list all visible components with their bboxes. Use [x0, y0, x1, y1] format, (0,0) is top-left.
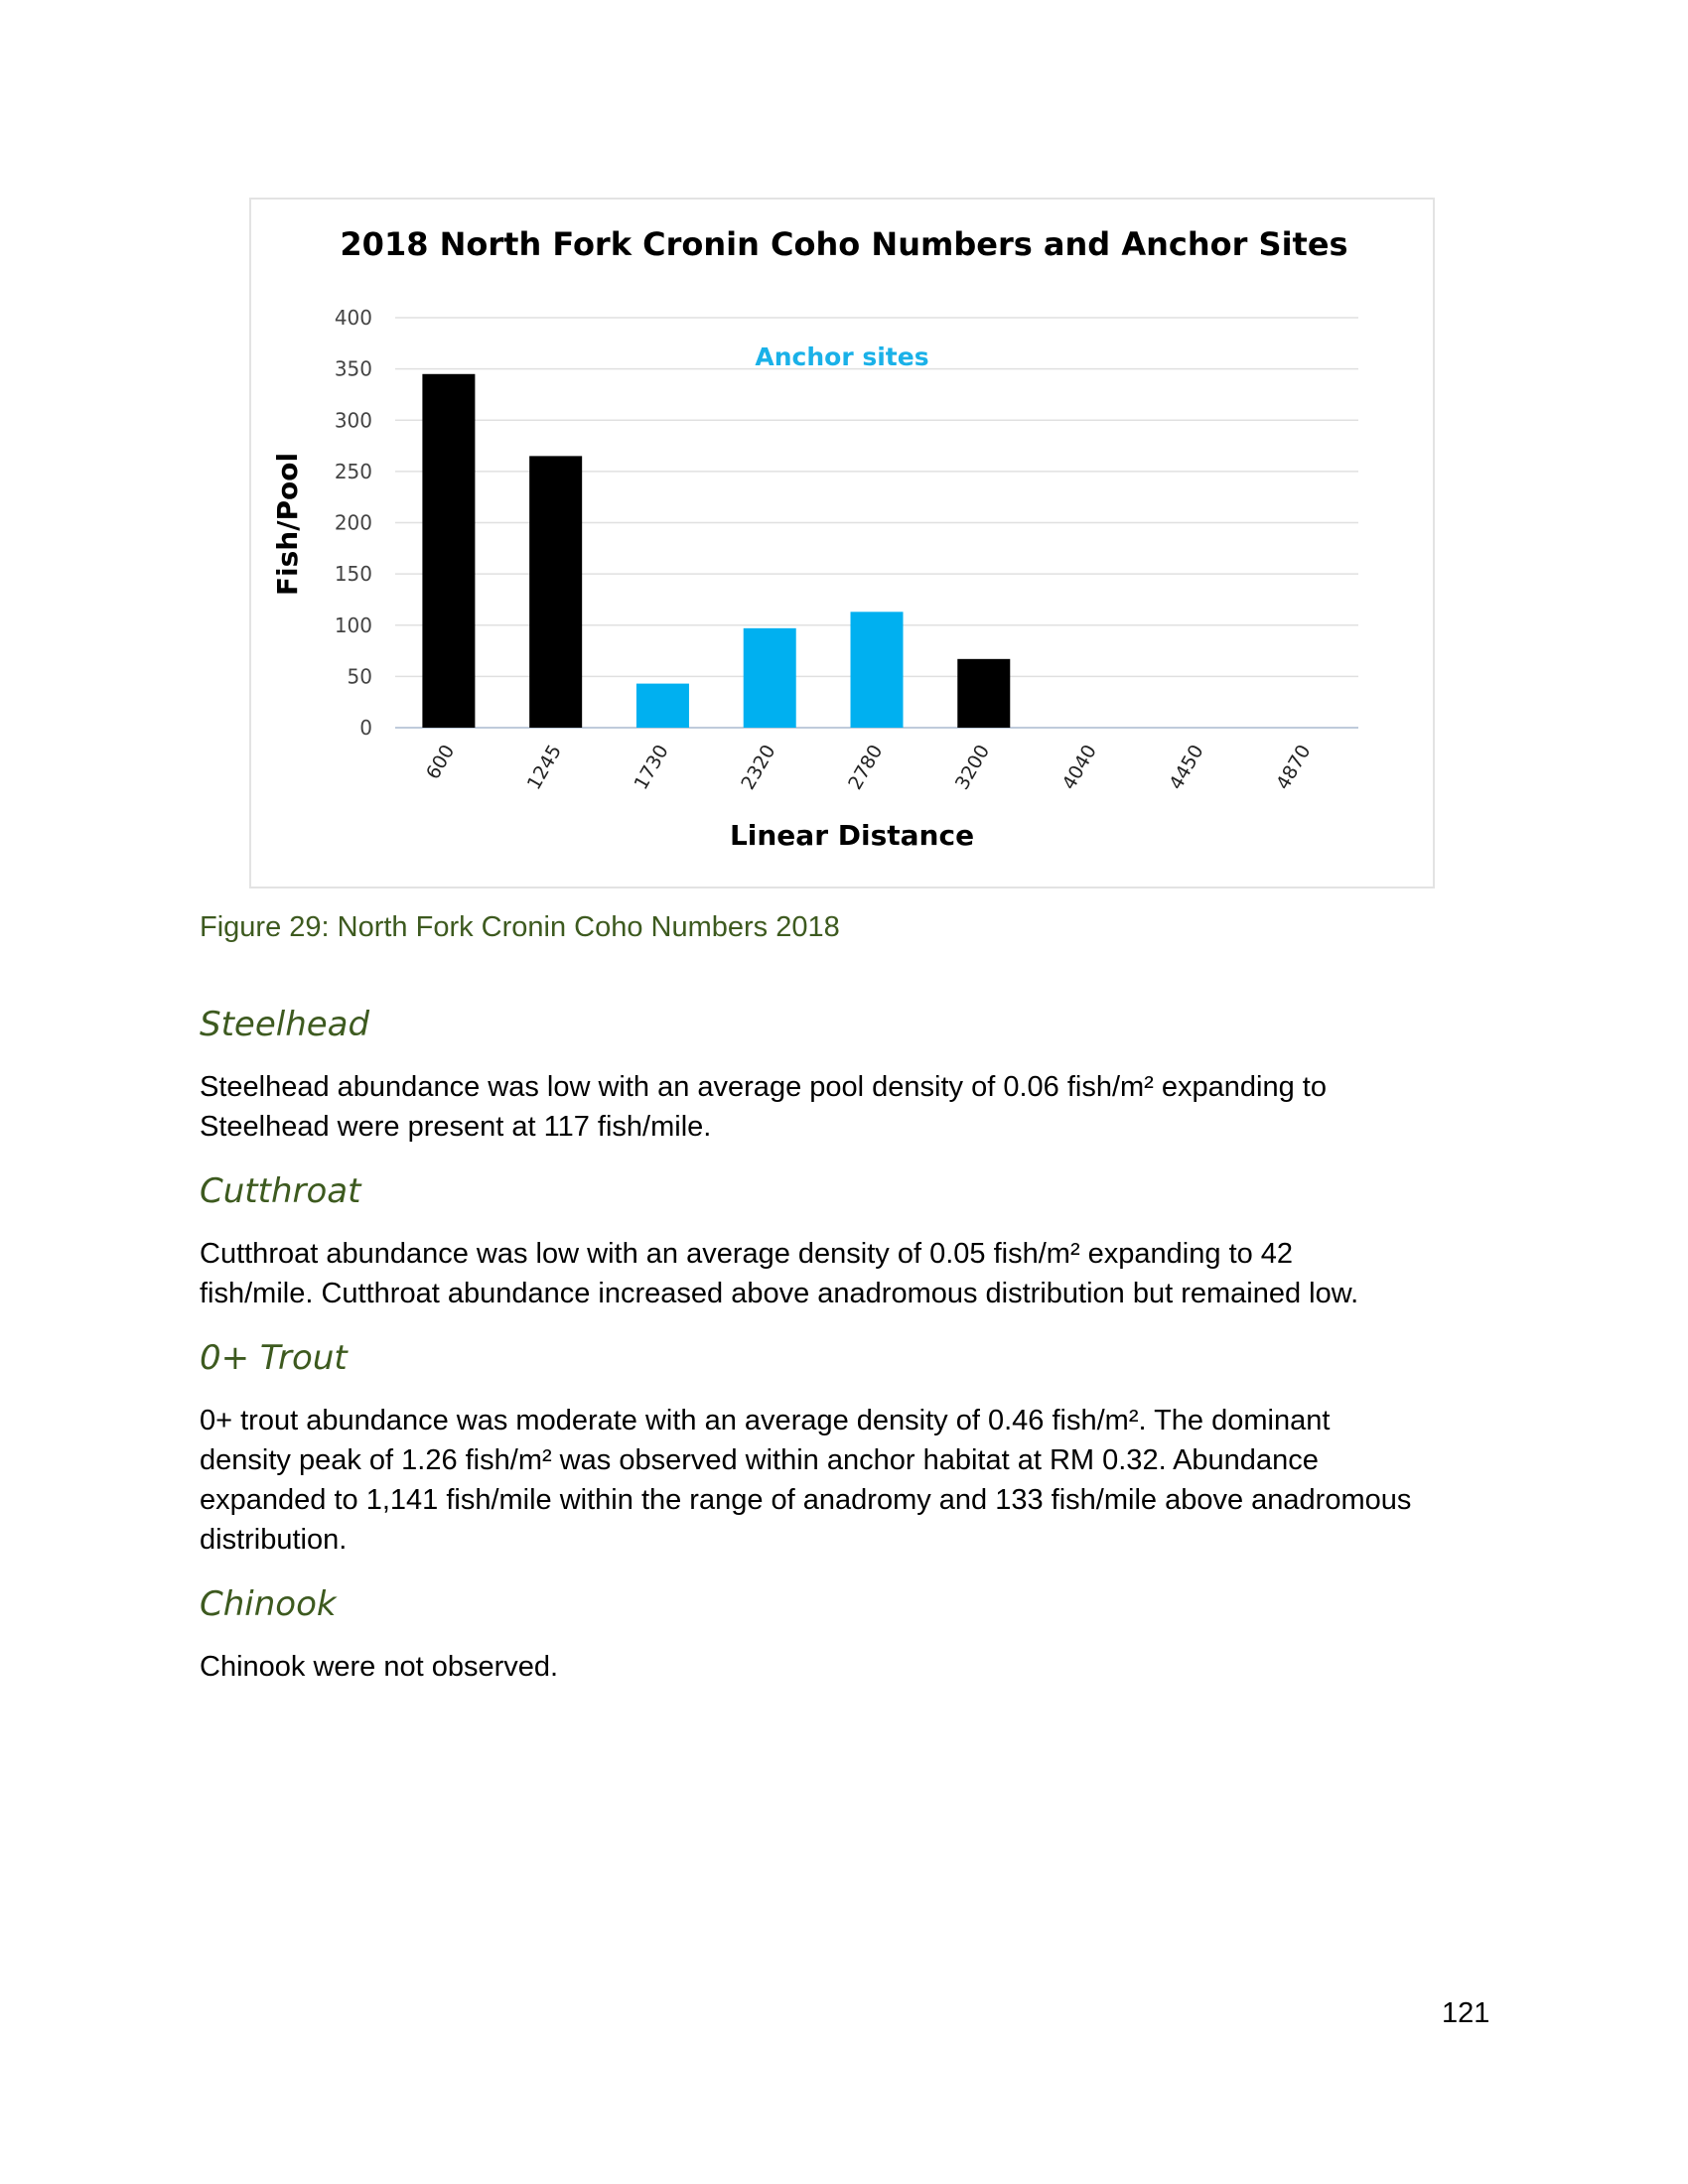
y-tick-label: 0 — [359, 716, 372, 740]
bars — [422, 374, 1010, 728]
x-tick-label: 4450 — [1165, 741, 1208, 794]
x-tick-label: 2320 — [737, 741, 780, 794]
y-tick-label: 200 — [334, 510, 372, 535]
chart-container — [249, 198, 1435, 888]
text-line: Steelhead were present at 117 fish/mile. — [200, 1111, 712, 1143]
y-tick-label: 50 — [347, 664, 372, 689]
x-tick-label: 3200 — [950, 741, 995, 794]
x-axis-ticks — [422, 742, 1315, 794]
chart-title: 2018 North Fork Cronin Coho Numbers and Anchor Sites — [340, 225, 1348, 263]
bar-2780 — [851, 612, 904, 728]
y-tick-label: 400 — [334, 306, 372, 330]
bar-600 — [422, 374, 475, 728]
y-axis-ticks — [335, 306, 372, 740]
text-line: Cutthroat abundance was low with an average density of 0.05 fish/m² expanding to 42 — [200, 1238, 1294, 1270]
paragraph-cutthroat — [200, 1234, 1500, 1313]
y-axis-title: Fish/Pool — [271, 452, 304, 597]
y-tick-label: 250 — [334, 459, 372, 483]
x-tick-label: 1245 — [522, 741, 566, 794]
text-line: Chinook were not observed. — [200, 1651, 559, 1683]
heading-steelhead: Steelhead — [200, 1005, 370, 1044]
bar-3200 — [957, 659, 1010, 728]
paragraph-0-trout — [200, 1401, 1500, 1560]
paragraph-chinook — [200, 1647, 1500, 1687]
bar-2320 — [744, 628, 796, 728]
text-line: Steelhead abundance was low with an average pool density of 0.06 fish/m² expanding to — [200, 1071, 1327, 1103]
x-tick-label: 2780 — [844, 741, 888, 794]
y-tick-label: 300 — [334, 408, 372, 433]
x-tick-label: 4870 — [1272, 741, 1316, 794]
paragraph-steelhead — [200, 1067, 1500, 1147]
x-tick-label: 600 — [422, 741, 460, 783]
heading-0-trout: 0+ Trout — [200, 1338, 348, 1378]
page-number: 121 — [1442, 1997, 1490, 2029]
bar-chart — [251, 200, 1437, 890]
text-line: 0+ trout abundance was moderate with an average density of 0.46 fish/m². The dominant — [200, 1405, 1331, 1436]
text-line: density peak of 1.26 fish/m² was observed within anchor habitat at RM 0.32. Abundance — [200, 1444, 1319, 1476]
text-line: fish/mile. Cutthroat abundance increased above anadromous distribution but remained low. — [200, 1278, 1359, 1309]
x-tick-label: 4040 — [1057, 741, 1101, 794]
figure-caption: Figure 29: North Fork Cronin Coho Numbers 2018 — [200, 911, 840, 943]
x-tick-label: 1730 — [630, 741, 673, 794]
x-axis-title: Linear Distance — [729, 819, 975, 852]
y-tick-label: 100 — [334, 613, 372, 637]
heading-cutthroat: Cutthroat — [200, 1171, 361, 1211]
bar-1245 — [529, 456, 582, 728]
text-line: expanded to 1,141 fish/mile within the range of anadromy and 133 fish/mile above anadromous — [200, 1484, 1412, 1516]
bar-1730 — [636, 684, 689, 728]
y-tick-label: 350 — [334, 356, 372, 381]
heading-chinook: Chinook — [200, 1584, 337, 1624]
text-line: distribution. — [200, 1524, 348, 1556]
anchor-sites-annotation: Anchor sites — [755, 342, 929, 371]
y-tick-label: 150 — [334, 562, 372, 587]
